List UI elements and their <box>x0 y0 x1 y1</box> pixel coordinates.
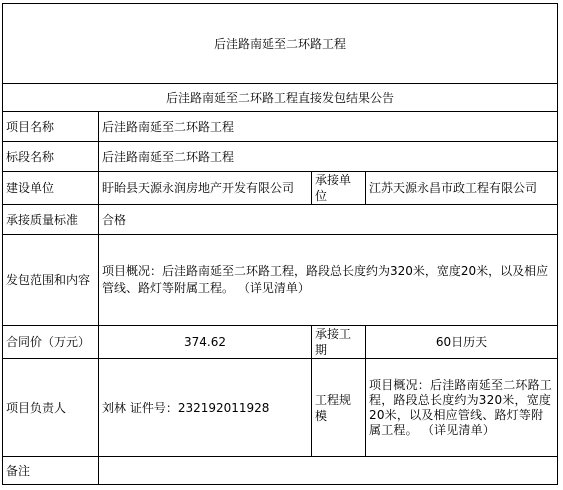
table-row <box>3 112 558 142</box>
project-name-value: 后洼路南延至二环路工程 <box>99 112 558 142</box>
table-row <box>3 235 558 326</box>
announcement-table <box>2 3 558 485</box>
quality-label: 承接质量标准 <box>3 205 99 235</box>
remark-value <box>99 457 558 485</box>
scope-text: 项目概况：后洼路南延至二环路工程，路段总长度约为320米，宽度20米，以及相应管线、路灯等附属工程。 （详见清单） <box>102 264 549 295</box>
table-row <box>3 205 558 235</box>
table-row <box>3 457 558 485</box>
announcement-subtitle: 后洼路南延至二环路工程直接发包结果公告 <box>3 84 558 112</box>
scope-value <box>99 235 558 326</box>
duration-label: 承接工期 <box>312 326 366 359</box>
table-row <box>3 326 558 359</box>
table-row <box>3 142 558 172</box>
manager-label: 项目负责人 <box>3 359 99 457</box>
duration-value: 60日历天 <box>366 326 558 359</box>
scale-label: 工程规模 <box>312 359 366 457</box>
remark-label: 备注 <box>3 457 99 485</box>
table-row <box>3 359 558 457</box>
builder-value: 盱眙县天源永润房地产开发有限公司 <box>99 172 312 205</box>
quality-value: 合格 <box>99 205 558 235</box>
page-title: 后洼路南延至二环路工程 <box>3 4 558 84</box>
section-name-value: 后洼路南延至二环路工程 <box>99 142 558 172</box>
table-row <box>3 172 558 205</box>
project-name-label: 项目名称 <box>3 112 99 142</box>
price-label: 合同价（万元） <box>3 326 99 359</box>
scale-value <box>366 359 558 457</box>
scale-text: 项目概况：后洼路南延至二环路工程，路段总长度约为320米，宽度20米，以及相应管线、路灯等附属工程。 （详见清单） <box>369 377 553 437</box>
builder-label: 建设单位 <box>3 172 99 205</box>
price-value: 374.62 <box>99 326 312 359</box>
section-name-label: 标段名称 <box>3 142 99 172</box>
contractor-label: 承接单位 <box>312 172 366 205</box>
contractor-value: 江苏天源永昌市政工程有限公司 <box>366 172 558 205</box>
manager-value: 刘林 证件号：232192011928 <box>99 359 312 457</box>
scope-label: 发包范围和内容 <box>3 235 99 326</box>
